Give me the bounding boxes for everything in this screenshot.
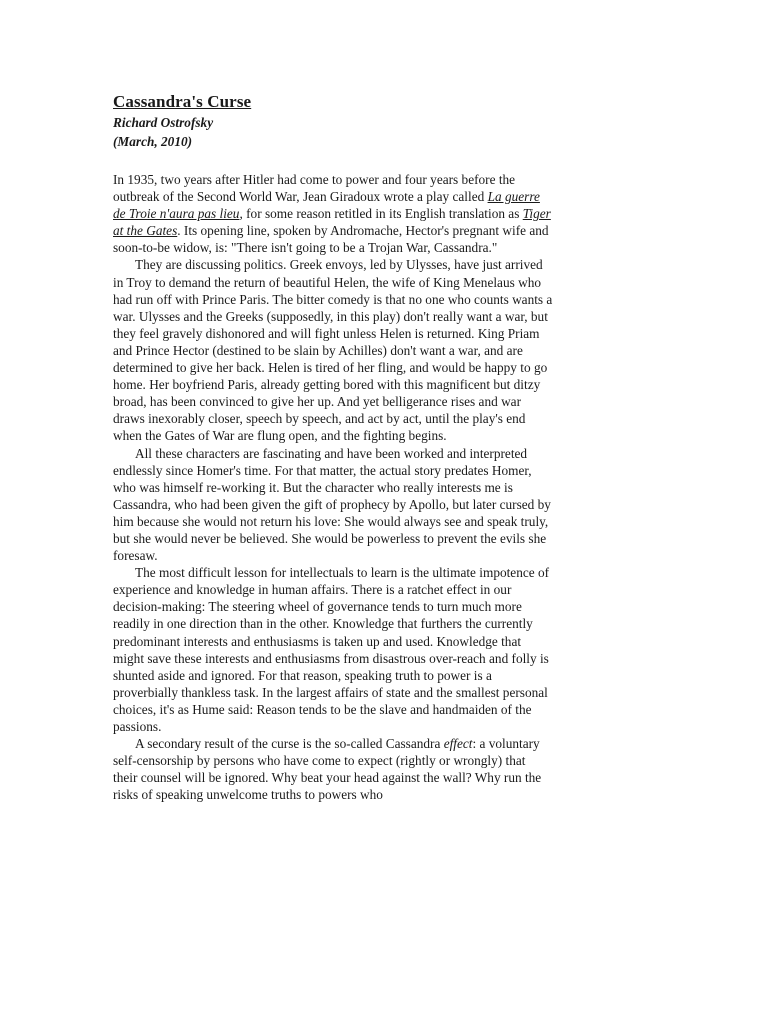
document-page xyxy=(113,92,553,803)
work-title: Tiger at the Gates xyxy=(113,206,551,239)
text-run: In 1935, two years after Hitler had come to power and four years before the outbreak of the Second World War, Jean Giradoux wrote a play called xyxy=(113,172,516,205)
text-run: They are discussing politics. Greek envoys, led by Ulysses, have just arrived in Troy to demand the return of beautiful Helen, the wife of King Menelaus who had run off with Prince Paris. The bitter comedy is that no one who counts wants a war. Ulysses and the Greeks (supposedly, in this play) don't really want a war, but they feel gravely dishonored and will fight unless Helen is returned. King Priam and Prince Hector (destined to be slain by Achilles) don't want a war, and are determined to give her back. Helen is tired of her fling, and would be happy to go home. Her boyfriend Paris, already getting bored with this magnificent but ditzy broad, has been convinced to give her up. And yet belligerance rises and war draws inexorably closer, speech by speech, and act by act, until the play's end when the Gates of War are flung open, and the fighting begins. xyxy=(113,257,553,444)
author-name: Richard Ostrofsky xyxy=(113,115,214,130)
text-run: : a voluntary self-censorship by persons who have come to expect (rightly or wrongly) that their counsel will be ignored. Why beat your head against the wall? Why run the risks of speaking unwelcome truths to powers who xyxy=(113,736,542,803)
body-paragraph xyxy=(113,256,553,444)
text-run: . Its opening line, spoken by Andromache, Hector's pregnant wife and soon-to-be widow, is: "There isn't going to be a Trojan War, Cassandra." xyxy=(113,223,549,256)
text-run: , for some reason retitled in its English translation as xyxy=(239,206,523,222)
text-run: The most difficult lesson for intellectuals to learn is the ultimate impotence of experience and knowledge in human affairs. There is a ratchet effect in our decision-making: The steering wheel of governance tends to turn much more readily in one direction than in the other. Knowledge that furthers the currently predominant interests and enthusiasms is taken up and used. Knowledge that might save these interests and enthusiasms from disastrous over-reach and folly is shunted aside and ignored. For that reason, speaking truth to power is a proverbially thankless task. In the largest affairs of state and the smallest personal choices, it's as Hume said: Reason tends to be the slave and handmaiden of the passions. xyxy=(113,565,550,734)
text-run: All these characters are fascinating and have been worked and interpreted endlessly since Homer's time. For that matter, the actual story predates Homer, who was himself re-working it. But the character who really interests me is Cassandra, who had been given the gift of prophecy by Apollo, but later cursed by him because she would not return his love: She would always see and speak truly, but she would never be believed. She would be powerless to prevent the evils she foresaw. xyxy=(113,445,551,564)
emphasis-text: effect xyxy=(443,736,473,752)
work-title: La guerre de Troie n'aura pas lieu xyxy=(113,189,540,222)
body-paragraph xyxy=(113,735,553,803)
body-paragraph xyxy=(113,445,553,565)
body-paragraph xyxy=(113,171,553,256)
publication-date: (March, 2010) xyxy=(113,134,193,149)
article-title: Cassandra's Curse xyxy=(113,92,252,111)
body-paragraph xyxy=(113,564,553,735)
article-body xyxy=(113,171,553,803)
text-run: A secondary result of the curse is the so-called Cassandra xyxy=(135,736,444,752)
